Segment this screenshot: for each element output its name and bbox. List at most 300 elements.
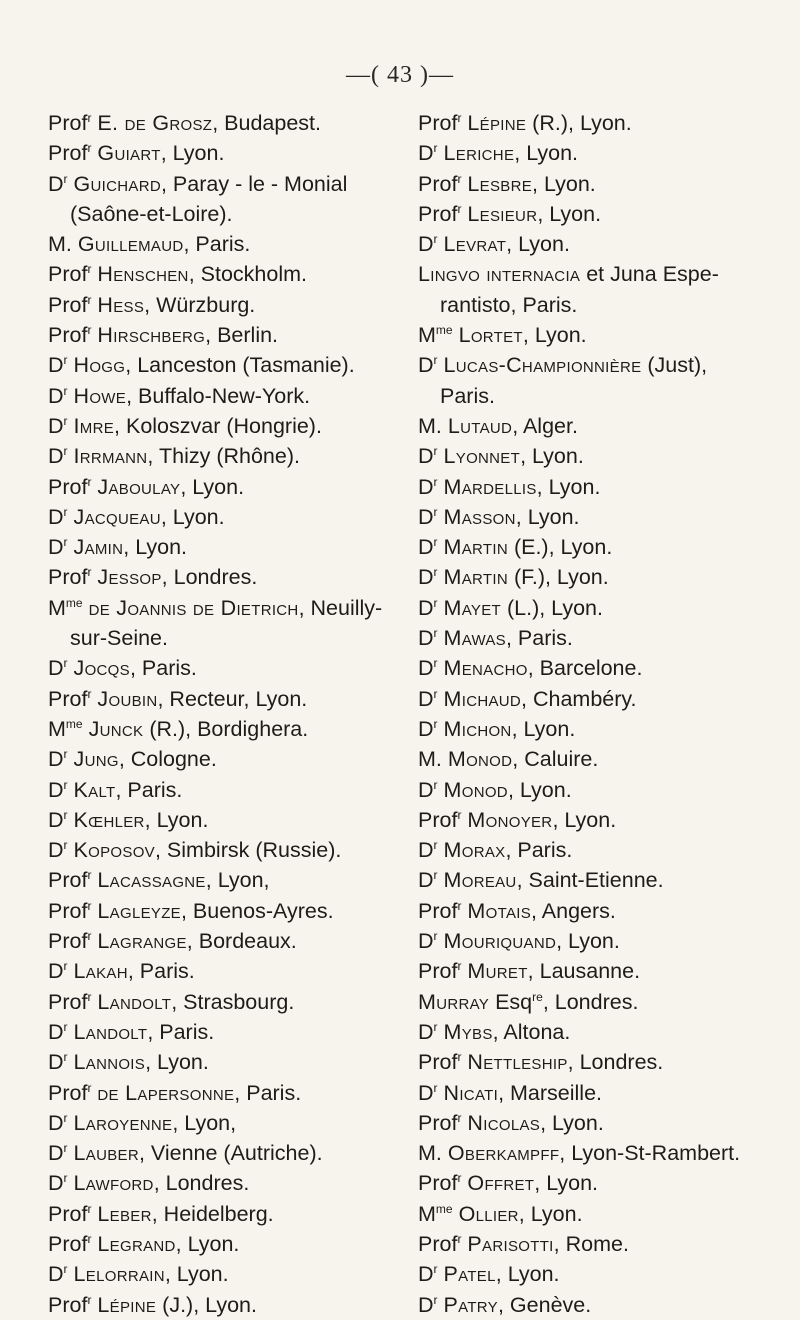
entry-title-superscript: r	[87, 262, 92, 277]
entry-title-superscript: r	[87, 898, 92, 913]
entry-place: , Lyon.	[514, 141, 578, 166]
list-entry	[48, 775, 408, 805]
entry-title: D	[418, 444, 434, 469]
entry-name: Hirschberg	[97, 323, 206, 348]
entry-title: D	[48, 807, 64, 832]
entry-title: D	[48, 353, 64, 378]
entry-title-superscript: r	[433, 504, 438, 519]
entry-place: et Juna Espe-	[580, 262, 719, 287]
entry-title: D	[48, 413, 64, 438]
entry-title-superscript: r	[87, 868, 92, 883]
entry-place: (Just),	[641, 353, 708, 378]
entry-place: , Buenos-Ayres.	[180, 898, 334, 923]
entry-place: , Chambéry.	[521, 686, 637, 711]
entry-name: Lawford	[73, 1171, 154, 1196]
entry-place: (L.), Lyon.	[501, 595, 603, 620]
entry-title: D	[48, 838, 64, 863]
entry-title-superscript: me	[435, 1201, 453, 1216]
entry-name: Lucas-Championnière	[443, 353, 642, 378]
entry-title-superscript: me	[65, 716, 83, 731]
list-entry	[418, 169, 794, 199]
entry-title: D	[418, 353, 434, 378]
entry-title-superscript: r	[457, 807, 462, 822]
list-entry	[48, 987, 408, 1017]
entry-place: , Paris.	[505, 838, 573, 863]
entry-place: , Lyon.	[532, 171, 596, 196]
entry-name: Landolt	[73, 1019, 148, 1044]
list-entry	[418, 684, 794, 714]
entry-place: , Rome.	[553, 1231, 629, 1256]
list-entry	[48, 441, 408, 471]
list-entry	[48, 229, 408, 259]
entry-title: D	[418, 535, 434, 560]
entry-title: Prof	[418, 201, 458, 226]
entry-place: , Caluire.	[512, 747, 599, 772]
entry-title: M.	[418, 747, 442, 772]
entry-place: , Budapest.	[212, 111, 321, 135]
list-entry	[418, 1047, 794, 1077]
list-entry	[48, 350, 408, 380]
entry-place: , Berlin.	[205, 323, 279, 348]
entry-name: Imre	[73, 413, 115, 438]
entry-title-superscript: r	[457, 898, 462, 913]
entry-name: Jocqs	[73, 656, 130, 681]
list-entry	[48, 835, 408, 865]
list-entry	[48, 865, 408, 895]
entry-name: Kœhler	[73, 807, 145, 832]
entry-title: Prof	[48, 111, 88, 135]
entry-place: , Alger.	[512, 413, 578, 438]
entry-title: Prof	[48, 686, 88, 711]
entry-title-superscript: r	[433, 1292, 438, 1307]
entry-place: , Londres.	[161, 565, 258, 590]
list-entry	[418, 714, 794, 744]
entry-title: D	[418, 626, 434, 651]
entry-name: Leber	[97, 1201, 152, 1226]
list-entry	[418, 835, 794, 865]
entry-title-superscript: r	[433, 474, 438, 489]
entry-title-superscript: r	[433, 353, 438, 368]
entry-title-superscript: r	[87, 989, 92, 1004]
entry-title: Prof	[48, 323, 88, 348]
entry-title: Prof	[48, 141, 88, 166]
entry-name: Martin	[443, 535, 508, 560]
entry-name: Nettleship	[467, 1050, 568, 1075]
entry-place: , Lyon.	[507, 777, 572, 802]
entry-place: , Lyon.	[144, 807, 209, 832]
entry-name: Jacqueau	[73, 504, 161, 529]
entry-title: M	[418, 323, 436, 348]
entry-place: , Paris.	[129, 656, 197, 681]
entry-title: Prof	[418, 111, 458, 135]
entry-name: Lelorrain	[73, 1262, 165, 1287]
list-entry	[48, 714, 408, 744]
list-entry	[48, 684, 408, 714]
entry-title: Prof	[48, 1080, 88, 1105]
list-entry	[48, 472, 408, 502]
entry-title-superscript: r	[63, 656, 68, 671]
entry-place: , Stockholm.	[188, 262, 307, 287]
entry-title: D	[48, 777, 64, 802]
entry-title-superscript: r	[63, 1171, 68, 1186]
entry-name: Koposov	[73, 838, 155, 863]
entry-place: , Würzburg.	[144, 292, 256, 317]
entry-title: Prof	[48, 474, 88, 499]
entry-place: , Lyon.	[537, 201, 602, 226]
entry-name: Menacho	[443, 656, 528, 681]
entry-title: Prof	[48, 989, 88, 1014]
entry-name: Landolt	[97, 989, 172, 1014]
list-entry	[48, 593, 408, 623]
entry-name: Guichard	[73, 171, 161, 196]
entry-title-superscript: r	[457, 1110, 462, 1125]
list-entry	[418, 1168, 794, 1198]
entry-place: , Lyon.	[536, 474, 601, 499]
entry-title-superscript: r	[433, 626, 438, 641]
list-entry	[418, 1108, 794, 1138]
entry-title-superscript: r	[87, 474, 92, 489]
entry-title-superscript: r	[63, 1050, 68, 1065]
entry-title: Prof	[48, 898, 88, 923]
entry-title-superscript: r	[457, 1231, 462, 1246]
entry-title-superscript: r	[63, 535, 68, 550]
list-entry	[48, 653, 408, 683]
entry-title-superscript: r	[87, 323, 92, 338]
entry-title-superscript: r	[457, 171, 462, 186]
entry-title-superscript: r	[63, 171, 68, 186]
entry-place: , Vienne (Autriche).	[138, 1141, 323, 1166]
entry-name: Lesbre	[467, 171, 533, 196]
entry-continuation: rantisto, Paris.	[440, 292, 578, 317]
list-entry	[48, 1229, 408, 1259]
entry-title-superscript: r	[63, 1141, 68, 1156]
entry-title-superscript: r	[63, 353, 68, 368]
entry-place: , Heidelberg.	[151, 1201, 274, 1226]
entry-title-superscript: r	[63, 838, 68, 853]
list-entry	[418, 138, 794, 168]
entry-title: D	[418, 232, 434, 257]
entry-continuation: sur-Seine.	[70, 626, 168, 651]
entry-place: (J.), Lyon.	[156, 1292, 257, 1317]
list-entry	[418, 623, 794, 653]
entry-title-superscript: r	[87, 141, 92, 156]
list-entry	[418, 411, 794, 441]
entry-title: M.	[48, 232, 72, 257]
entry-place: , Lyon.	[522, 323, 587, 348]
entry-title-superscript: r	[63, 413, 68, 428]
entry-name: Lortet	[458, 323, 523, 348]
entry-place: , Lyon.	[511, 716, 576, 741]
list-entry	[418, 562, 794, 592]
entry-name: Nicati	[443, 1080, 499, 1105]
entry-name: Lacassagne	[97, 868, 206, 893]
entry-title: M	[48, 595, 66, 620]
entry-name: Guiart	[97, 141, 161, 166]
entry-name: Irrmann	[73, 444, 148, 469]
list-entry	[418, 1259, 794, 1289]
list-entry	[418, 865, 794, 895]
list-entry	[418, 502, 794, 532]
entry-title-superscript: r	[433, 232, 438, 247]
entry-title: D	[418, 1262, 434, 1287]
entry-title-superscript: r	[433, 1262, 438, 1277]
entry-name: Mardellis	[443, 474, 537, 499]
list-entry	[418, 744, 794, 774]
entry-name: Michon	[443, 716, 512, 741]
entry-title: D	[48, 656, 64, 681]
list-entry	[418, 229, 794, 259]
entry-place: , Saint-Etienne.	[516, 868, 664, 893]
entry-title: Prof	[48, 565, 88, 590]
entry-place: , Lanceston (Tasmanie).	[125, 353, 355, 378]
entry-name: Joubin	[97, 686, 158, 711]
entry-place: (R.), Bordighera.	[143, 716, 309, 741]
entry-place: , Cologne.	[118, 747, 217, 772]
entry-title: D	[418, 504, 434, 529]
list-entry	[418, 472, 794, 502]
entry-name: Masson	[443, 504, 516, 529]
entry-title-superscript: r	[87, 111, 92, 125]
list-entry	[48, 1259, 408, 1289]
entry-title-superscript: me	[435, 323, 453, 338]
entry-name: Michaud	[443, 686, 522, 711]
entry-title: Prof	[418, 1171, 458, 1196]
entry-name: Kalt	[73, 777, 116, 802]
entry-name: Mouriquand	[443, 929, 557, 954]
list-entry	[418, 775, 794, 805]
entry-place: , Lyon.	[520, 444, 584, 469]
list-entry	[48, 1168, 408, 1198]
entry-title-superscript: r	[63, 1019, 68, 1034]
list-entry	[48, 199, 408, 229]
entry-name: Mayet	[443, 595, 501, 620]
list-entry	[48, 411, 408, 441]
entry-title: D	[48, 1171, 64, 1196]
entry-place: , Paris.	[115, 777, 183, 802]
entry-title: D	[48, 1110, 64, 1135]
entry-title: Prof	[418, 807, 458, 832]
entry-title: D	[418, 1019, 434, 1044]
list-entry	[418, 108, 794, 138]
entry-title: D	[48, 504, 64, 529]
entry-name: Patel	[443, 1262, 496, 1287]
entry-place: , Paris.	[127, 959, 195, 984]
list-entry	[418, 381, 794, 411]
entry-title: D	[418, 565, 434, 590]
entry-place: , Lyon.	[164, 1262, 229, 1287]
entry-title-superscript: r	[87, 565, 92, 580]
entry-name: Guillemaud	[77, 232, 184, 257]
entry-title: Prof	[418, 898, 458, 923]
entry-title-superscript: r	[457, 1050, 462, 1065]
entry-place: , Lyon.	[552, 807, 617, 832]
list-entry	[48, 1078, 408, 1108]
entry-title-superscript: r	[433, 838, 438, 853]
entry-name: Jamin	[73, 535, 124, 560]
list-entry	[418, 653, 794, 683]
entry-name: Muret	[467, 959, 528, 984]
entry-continuation: (Saône-et-Loire).	[70, 201, 233, 226]
entry-place: (E.), Lyon.	[507, 535, 613, 560]
entry-name: Jung	[73, 747, 119, 772]
list-entry	[48, 169, 408, 199]
entry-place: , Lyon,	[205, 868, 270, 893]
entry-place: , Paris.	[505, 626, 573, 651]
list-entry	[418, 320, 794, 350]
entry-title-superscript: r	[63, 504, 68, 519]
entry-continuation: Paris.	[440, 383, 495, 408]
entry-name: Lépine	[97, 1292, 157, 1317]
entry-title: D	[48, 747, 64, 772]
entry-title-superscript: r	[87, 1292, 92, 1307]
entry-name: Lagleyze	[97, 898, 181, 923]
list-entry	[48, 1017, 408, 1047]
entry-name: Lakah	[73, 959, 128, 984]
entry-name: Levrat	[443, 232, 507, 257]
entry-place-superscript: re	[532, 989, 543, 1004]
entry-place: , Londres.	[153, 1171, 250, 1196]
entry-title: M	[418, 1201, 436, 1226]
entry-title: D	[48, 383, 64, 408]
entry-title-superscript: r	[457, 1171, 462, 1186]
entry-title-superscript: r	[433, 716, 438, 731]
entry-place: , Lyon.	[160, 504, 225, 529]
entry-name: Lesieur	[467, 201, 538, 226]
entry-name: Leriche	[443, 141, 515, 166]
entry-title: D	[418, 838, 434, 863]
list-entry	[48, 502, 408, 532]
entry-place: , Marseille.	[498, 1080, 603, 1105]
list-entry	[48, 290, 408, 320]
list-entry	[48, 138, 408, 168]
entry-name: Motais	[467, 898, 532, 923]
entry-name: Lyonnet	[443, 444, 521, 469]
list-entry	[418, 956, 794, 986]
entry-place: , Simbirsk (Russie).	[154, 838, 342, 863]
list-entry	[418, 805, 794, 835]
entry-name: Offret	[467, 1171, 535, 1196]
entry-title-superscript: r	[433, 535, 438, 550]
list-entry	[418, 926, 794, 956]
entry-place: , Bordeaux.	[186, 929, 297, 954]
entry-title: D	[48, 171, 64, 196]
entry-title: Prof	[48, 1201, 88, 1226]
entry-place: , Lyon.	[518, 1201, 583, 1226]
entry-name: Parisotti	[467, 1231, 554, 1256]
entry-place: , Lyon.	[540, 1110, 604, 1135]
entry-title: Prof	[48, 1292, 88, 1317]
list-entry	[48, 532, 408, 562]
entry-title-superscript: r	[87, 292, 92, 307]
entry-place: , Koloszvar (Hongrie).	[114, 413, 322, 438]
entry-name: Hogg	[73, 353, 126, 378]
entry-name: Lépine	[467, 111, 527, 135]
entry-place: , Lyon.	[160, 141, 225, 166]
entry-title: D	[418, 929, 434, 954]
entry-place: , Strasbourg.	[171, 989, 295, 1014]
entry-title: D	[418, 141, 434, 166]
list-entry	[48, 744, 408, 774]
entry-title-superscript: r	[433, 444, 438, 459]
entry-title: D	[418, 686, 434, 711]
list-entry	[418, 1138, 794, 1168]
entry-place: Esq	[489, 989, 533, 1014]
entry-name: E. de Grosz	[97, 111, 213, 135]
entry-name: Martin	[443, 565, 508, 590]
list-entry	[418, 896, 794, 926]
entry-place: , Lausanne.	[527, 959, 641, 984]
entry-title-superscript: r	[433, 565, 438, 580]
entry-title-superscript: r	[433, 868, 438, 883]
entry-place: , Londres.	[567, 1050, 664, 1075]
entry-title: M.	[418, 413, 442, 438]
entry-title: D	[418, 716, 434, 741]
entry-title: Prof	[418, 1231, 458, 1256]
page-number: —( 43 )—	[346, 62, 454, 88]
entry-title-superscript: r	[433, 929, 438, 944]
entry-title: D	[418, 595, 434, 620]
entry-title-superscript: r	[457, 111, 462, 125]
entry-place: , Paris.	[147, 1019, 215, 1044]
entry-place: , Paris.	[183, 232, 251, 257]
list-entry	[418, 593, 794, 623]
entry-title-superscript: r	[87, 1080, 92, 1095]
entry-title-superscript: r	[433, 1080, 438, 1095]
list-entry	[418, 532, 794, 562]
entry-name: Monod	[443, 777, 508, 802]
entry-title: D	[48, 1262, 64, 1287]
entry-name: Moreau	[443, 868, 517, 893]
entry-title: D	[418, 1080, 434, 1105]
entry-title: Prof	[48, 868, 88, 893]
entry-name: Howe	[73, 383, 127, 408]
entry-place: , Paray - le - Monial	[160, 171, 348, 196]
entry-name: Laroyenne	[73, 1110, 173, 1135]
entry-name: Monoyer	[467, 807, 553, 832]
entry-title: Prof	[418, 1050, 458, 1075]
entry-place: , Lyon.	[145, 1050, 209, 1075]
list-entry	[418, 290, 794, 320]
list-entry	[48, 1108, 408, 1138]
entry-name: Jessop	[97, 565, 162, 590]
entry-title-superscript: r	[433, 1019, 438, 1034]
entry-name: Mawas	[443, 626, 506, 651]
entry-title-superscript: r	[63, 959, 68, 974]
entry-title-superscript: r	[63, 1262, 68, 1277]
entry-title-superscript: r	[63, 807, 68, 822]
entry-place: , Barcelone.	[527, 656, 643, 681]
entry-name: Lauber	[73, 1141, 139, 1166]
entry-place: , Lyon.	[515, 504, 580, 529]
entry-name: Ollier	[458, 1201, 519, 1226]
list-entry	[418, 1290, 794, 1320]
list-entry	[418, 1229, 794, 1259]
entry-title-superscript: r	[63, 777, 68, 792]
entry-title: Prof	[418, 1110, 458, 1135]
entry-title-superscript: r	[63, 444, 68, 459]
entry-title: D	[418, 1292, 434, 1317]
list-entry	[48, 562, 408, 592]
list-entry	[48, 1047, 408, 1077]
entry-place: , Neuilly-	[298, 595, 383, 620]
entry-name: Lagrange	[97, 929, 187, 954]
entry-title: D	[48, 1141, 64, 1166]
entry-place: , Lyon,	[172, 1110, 237, 1135]
list-entry	[48, 1290, 408, 1320]
entry-title: D	[48, 959, 64, 984]
entry-title: Prof	[418, 171, 458, 196]
list-entry	[48, 926, 408, 956]
